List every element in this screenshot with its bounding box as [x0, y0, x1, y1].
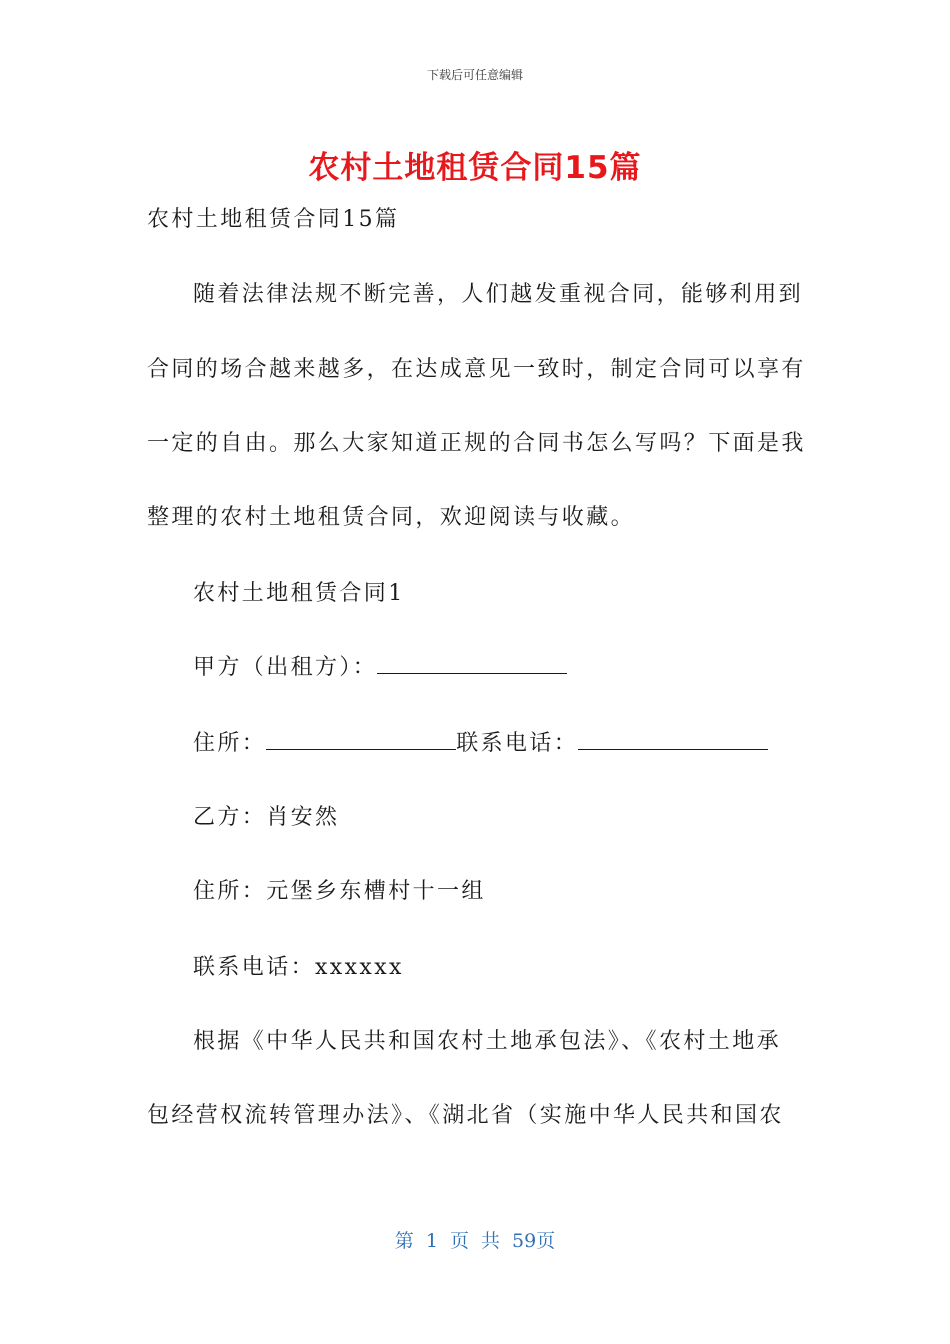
- party-b-address: 住所：元堡乡东槽村十一组: [193, 879, 486, 904]
- subtitle-line: 农村土地租赁合同15篇: [147, 207, 400, 232]
- intro-line-3: 一定的自由。那么大家知道正规的合同书怎么写吗？下面是我: [147, 431, 806, 456]
- party-a-phone-label: 联系电话：: [456, 731, 579, 756]
- section-heading: 农村土地租赁合同1: [193, 581, 405, 606]
- party-a-line: [193, 653, 843, 683]
- intro-line-1: 随着法律法规不断完善，人们越发重视合同，能够利用到: [193, 282, 804, 307]
- party-a-address-line: [193, 729, 843, 759]
- document-title: 农村土地租赁合同15篇: [308, 150, 642, 186]
- header-note: 下载后可任意编辑: [426, 68, 523, 82]
- intro-line-2: 合同的场合越来越多，在达成意见一致时，制定合同可以享有: [147, 357, 806, 382]
- party-a-address-blank: [266, 731, 456, 750]
- page-footer: 第 1 页 共 59页: [394, 1230, 556, 1252]
- party-b-phone: 联系电话：xxxxxx: [193, 955, 404, 980]
- party-a-phone-blank: [578, 731, 768, 750]
- basis-line-2: 包经营权流转管理办法》、《湖北省（实施中华人民共和国农: [147, 1103, 784, 1128]
- party-a-blank: [377, 655, 567, 674]
- party-b-line: 乙方：肖安然: [193, 805, 340, 830]
- party-a-label: 甲方（出租方）：: [193, 655, 378, 680]
- basis-line-1: 根据《中华人民共和国农村土地承包法》、《农村土地承: [193, 1029, 782, 1054]
- intro-line-4: 整理的农村土地租赁合同，欢迎阅读与收藏。: [147, 505, 636, 530]
- party-a-address-label: 住所：: [193, 731, 267, 756]
